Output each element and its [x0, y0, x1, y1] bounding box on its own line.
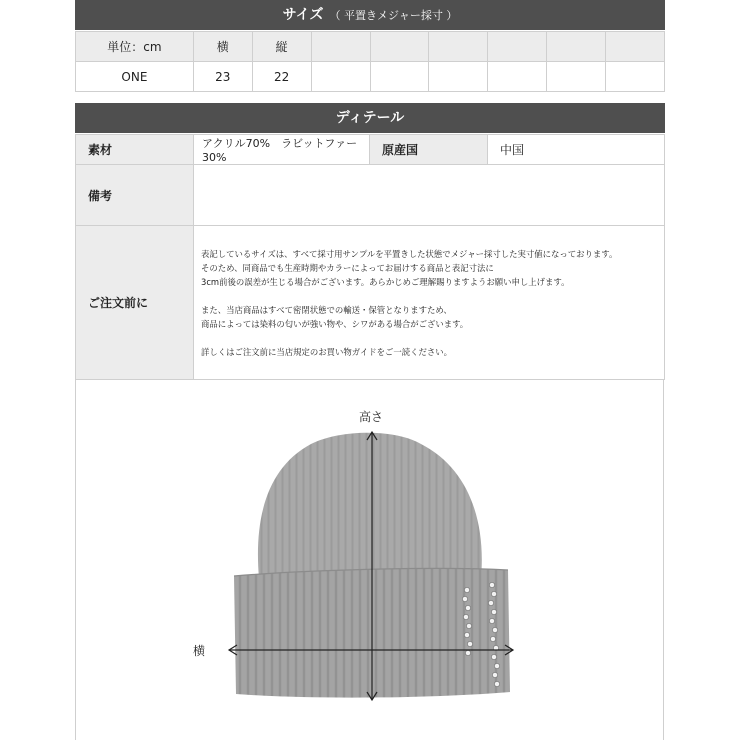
height-label: 高さ: [359, 410, 384, 424]
material-value: アクリル70% ラビットファー30%: [194, 135, 370, 165]
detail-row-notice: [76, 226, 665, 380]
size-header-unit: 単位：cm: [76, 32, 194, 62]
width-label: 横: [193, 644, 206, 658]
size-header-width: 横: [193, 32, 252, 62]
detail-section-header: [75, 103, 665, 133]
size-table: [75, 31, 665, 92]
notice-spacer: [201, 331, 664, 345]
remarks-label: 備考: [76, 165, 194, 226]
size-cell-empty: [429, 62, 488, 92]
size-cell-width: 23: [193, 62, 252, 92]
size-header-empty: [547, 32, 606, 62]
product-diagram: [75, 380, 664, 740]
origin-value: 中国: [488, 135, 665, 165]
notice-line: また、当店商品はすべて密閉状態での輸送・保管となりますため、: [201, 304, 452, 315]
size-header-empty: [311, 32, 370, 62]
size-cell-empty: [488, 62, 547, 92]
detail-row-material: [76, 135, 665, 165]
detail-row-remarks: [76, 165, 665, 226]
size-section-header: [75, 0, 665, 30]
size-cell-height: 22: [252, 62, 311, 92]
notice-line: そのため、同商品でも生産時期やカラーによってお届けする商品と表記寸法に: [201, 262, 494, 273]
size-cell-name: ONE: [76, 62, 194, 92]
detail-table: [75, 134, 665, 380]
size-cell-empty: [370, 62, 429, 92]
beanie-illustration: [76, 380, 665, 740]
size-table-header-row: [76, 32, 665, 62]
beanie-crown: [258, 433, 482, 578]
size-cell-empty: [547, 62, 606, 92]
material-label: 素材: [76, 135, 194, 165]
size-header-empty: [488, 32, 547, 62]
notice-text: [194, 226, 665, 380]
size-header-empty: [370, 32, 429, 62]
notice-line: 商品によっては染料の匂いが強い物や、シワがある場合がございます。: [201, 318, 469, 329]
size-section-subtitle: （ 平置きメジャー採寸 ）: [329, 9, 458, 22]
size-table-row: [76, 62, 665, 92]
size-section-title: サイズ: [282, 7, 324, 23]
origin-label: 原産国: [370, 135, 488, 165]
notice-label: ご注文前に: [76, 226, 194, 380]
size-header-height: 縦: [252, 32, 311, 62]
remarks-value: [194, 165, 665, 226]
notice-line: 詳しくはご注文前に当店規定のお買い物ガイドをご一読ください。: [201, 346, 452, 357]
notice-line: 表記しているサイズは、すべて採寸用サンプルを平置きした状態でメジャー採寸した実寸値になっております。: [201, 248, 618, 259]
notice-spacer: [201, 289, 664, 303]
size-cell-empty: [311, 62, 370, 92]
detail-section-title: ディテール: [335, 110, 405, 126]
size-header-empty: [429, 32, 488, 62]
size-cell-empty: [606, 62, 665, 92]
notice-line: 3cm前後の誤差が生じる場合がございます。あらかじめご理解賜りますようお願い申し上げます。: [201, 276, 570, 287]
size-header-empty: [606, 32, 665, 62]
